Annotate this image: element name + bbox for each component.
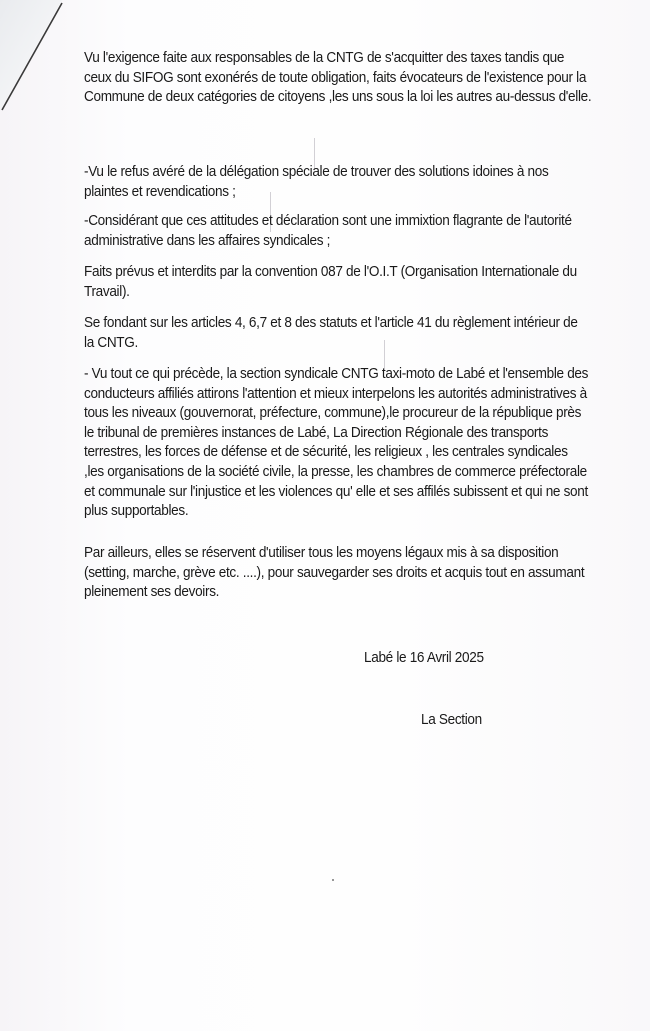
text-line: et communale sur l'injustice et les violences qu' elle et ses affilés subissent et qui ne sont [84, 483, 588, 500]
text-line: Vu l'exigence faite aux responsables de la CNTG de s'acquitter des taxes tandis que [84, 50, 565, 66]
text-line: Commune de deux catégories de citoyens ,les uns sous la loi les autres au-dessus d'elle. [84, 89, 592, 106]
place-date: Labé le 16 Avril 2025 [364, 650, 484, 666]
text-line: tous les niveaux (gouvernorat, préfecture, commune),le procureur de la république près [84, 405, 582, 422]
signature: La Section [421, 712, 482, 728]
paragraph-moyens [84, 544, 585, 603]
text-line: Se fondant sur les articles 4, 6,7 et 8 des statuts et l'article 41 du règlement intérieur de [84, 315, 578, 331]
text-line: plaintes et revendications ; [84, 183, 236, 200]
text-line: ,les organisations de la société civile, la presse, les chambres de commerce préfectorale [84, 463, 587, 480]
text-line: - Vu tout ce qui précède, la section syndicale CNTG taxi-moto de Labé et l'ensemble des [84, 366, 589, 382]
paper-speck [332, 879, 334, 881]
text-line: ceux du SIFOG sont exonérés de toute obligation, faits évocateurs de l'existence pour la [84, 69, 587, 86]
folded-corner [0, 0, 64, 112]
text-line: -Vu le refus avéré de la délégation spéciale de trouver des solutions idoines à nos [84, 164, 549, 180]
text-line: Faits prévus et interdits par la convention 087 de l'O.I.T (Organisation Internationale du [84, 264, 577, 280]
paragraph-convention [84, 263, 577, 302]
paragraph-considerant [84, 212, 572, 251]
text-line: terrestres, les forces de défense et de sécurité, les religieux , les centrales syndicales [84, 444, 568, 461]
text-line: (setting, marche, grève etc. ....), pour sauvegarder ses droits et acquis tout en assumant [84, 564, 585, 581]
paragraph-refus [84, 163, 568, 202]
text-line: pleinement ses devoirs. [84, 584, 220, 601]
paragraph-interpellation [84, 365, 589, 522]
text-line: Par ailleurs, elles se réservent d'utiliser tous les moyens légaux mis à sa disposition [84, 545, 559, 561]
paragraph-taxes [84, 49, 592, 108]
text-line: plus supportables. [84, 503, 189, 520]
text-line: administrative dans les affaires syndicales ; [84, 232, 331, 249]
text-line: -Considérant que ces attitudes et déclaration sont une immixtion flagrante de l'autorité [84, 213, 572, 229]
text-line: le tribunal de premières instances de Labé, La Direction Régionale des transports [84, 424, 549, 441]
text-line: Travail). [84, 283, 130, 300]
paragraph-articles [84, 314, 578, 353]
text-line: conducteurs affiliés attirons l'attention et mieux interpelons les autorités administratives à [84, 385, 587, 402]
text-line: la CNTG. [84, 334, 138, 351]
